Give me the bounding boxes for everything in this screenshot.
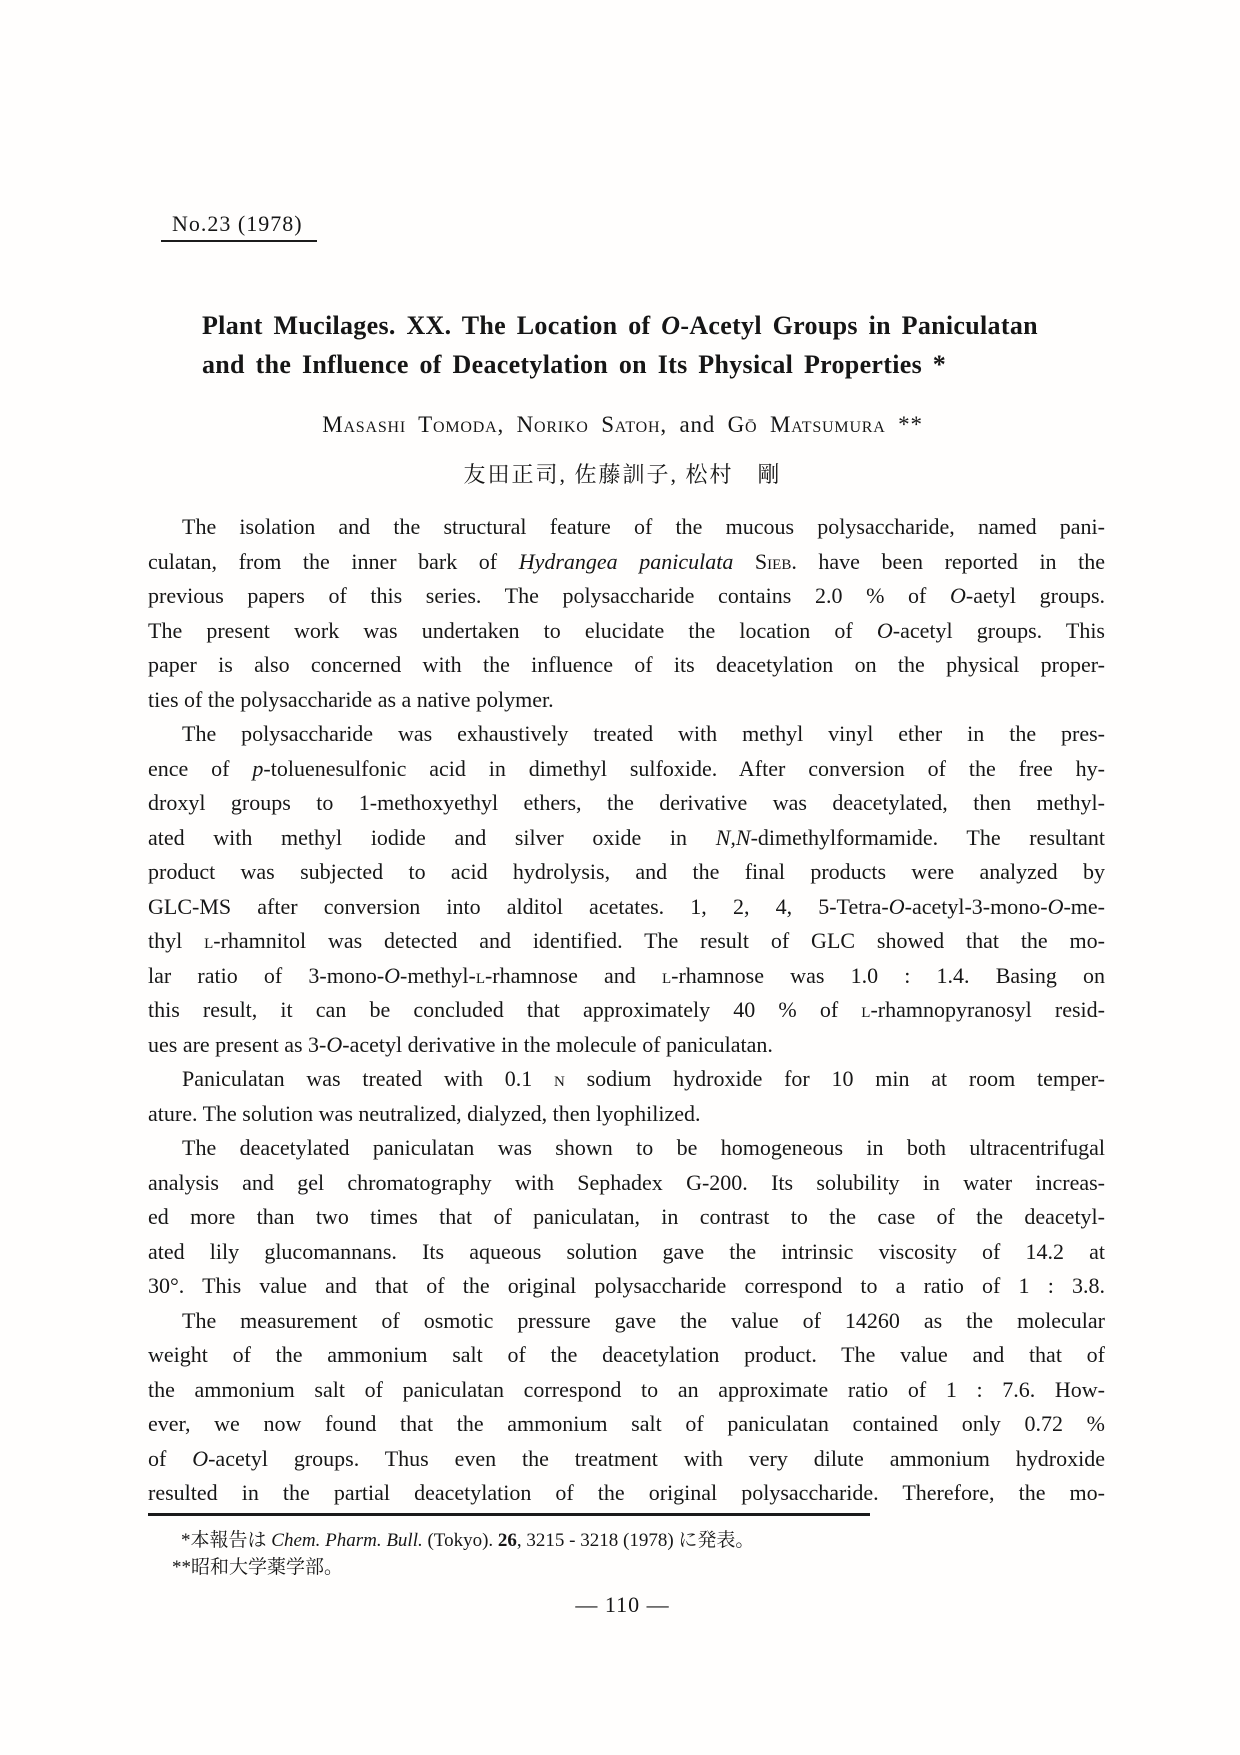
text-line [148, 924, 1105, 959]
text-segment: and [666, 412, 728, 437]
text-segment: ature. The solution was neutralized, dialyzed, then lyophilized. [148, 1100, 701, 1126]
text-segment: l [661, 962, 672, 988]
text-segment: l [475, 962, 485, 988]
text-segment: Plant Mucilages. XX. The Location of [202, 311, 662, 340]
text-line [148, 683, 1105, 718]
text-line [148, 1200, 1105, 1235]
text-segment: the ammonium salt of paniculatan correspond to an approximate ratio of 1 : 7.6. How- [148, 1376, 1105, 1402]
text-line [148, 1476, 1105, 1511]
text-segment: GLC-MS after conversion into alditol acetates. 1, 2, 4, 5-Tetra- [148, 893, 889, 919]
text-segment: -rhamnopyranosyl resid- [870, 997, 1105, 1022]
text-line [148, 1442, 1105, 1477]
text-line [148, 1338, 1105, 1373]
text-line [148, 855, 1105, 890]
text-line [148, 1028, 1105, 1063]
text-line [148, 510, 1105, 545]
text-line [148, 752, 1105, 787]
text-segment: -rhamnose and [484, 962, 662, 988]
text-segment: The polysaccharide was exhaustively treated with methyl vinyl ether in the pres- [182, 721, 1105, 746]
text-segment: O [661, 311, 681, 340]
text-segment: ** [885, 412, 923, 437]
paragraph-5 [148, 1304, 1105, 1511]
paper-title-line-1 [202, 306, 1102, 345]
text-segment: ated with methyl iodide and silver oxide in [148, 824, 716, 850]
footnote-affiliation [141, 1554, 1104, 1581]
text-segment: ues are present as 3- [148, 1031, 327, 1057]
text-segment: 26 [497, 1530, 517, 1551]
text-segment: ence of [148, 755, 253, 781]
text-line [148, 890, 1105, 925]
text-segment: 30°. This value and that of the original polysaccharide correspond to a ratio of 1 : 3.8. [148, 1273, 1105, 1298]
text-segment: droxyl groups to 1-methoxyethyl ethers, the derivative was deacetylated, then methyl- [148, 790, 1105, 815]
text-segment: O [950, 583, 966, 608]
paragraph-4 [148, 1131, 1105, 1304]
text-segment: , 3215 - 3218 (1978) に発表。 [516, 1530, 755, 1551]
text-segment: O [876, 617, 893, 643]
footnote-publication [141, 1527, 1104, 1554]
text-segment: -toluenesulfonic acid in dimethyl sulfoxide. After conversion of the free hy- [263, 755, 1106, 781]
text-segment: analysis and gel chromatography with Sephadex G-200. Its solubility in water increas- [148, 1169, 1105, 1195]
text-segment: ed more than two times that of paniculatan, in contrast to the case of the deacetyl- [148, 1204, 1105, 1229]
paper-title [202, 306, 1102, 384]
paragraph-3 [148, 1062, 1105, 1131]
text-segment: -aetyl groups. [965, 583, 1106, 608]
text-segment: O [192, 1445, 209, 1471]
text-segment: -acetyl-3-mono- [904, 893, 1048, 919]
text-segment: product was subjected to acid hydrolysis, and the final products were analyzed by [148, 859, 1105, 884]
text-segment: p [252, 755, 264, 781]
text-segment: have been reported in the [796, 548, 1106, 574]
footnotes [141, 1527, 1104, 1581]
text-segment: n [554, 1066, 565, 1091]
text-segment: -acetyl groups. This [892, 617, 1105, 643]
text-segment: O [888, 893, 905, 919]
text-segment: -rhamnitol was detected and identified. The result of GLC showed that the mo- [213, 928, 1105, 953]
text-segment: The deacetylated paniculatan was shown to be homogeneous in both ultracentrifugal [182, 1135, 1105, 1160]
text-segment: ated lily glucomannans. Its aqueous solution gave the intrinsic viscosity of 14.2 at [148, 1238, 1105, 1264]
text-segment: (Tokyo). [422, 1530, 498, 1551]
text-segment: 友田正司, 佐藤訓子, 松村 剛 [463, 462, 782, 487]
text-line [148, 1373, 1105, 1408]
text-segment: ever, we now found that the ammonium salt of paniculatan contained only 0.72 % [148, 1411, 1105, 1436]
text-line [148, 579, 1105, 614]
paper-title-line-2 [202, 345, 1102, 384]
text-segment: paper is also concerned with the influence of its deacetylation on the physical proper- [148, 652, 1105, 677]
text-segment: weight of the ammonium salt of the deacetylation product. The value and that of [148, 1342, 1105, 1367]
text-segment: N,N [715, 824, 751, 850]
text-segment: previous papers of this series. The polysaccharide contains 2.0 % of [148, 583, 951, 608]
text-segment: Chem. Pharm. Bull. [271, 1530, 423, 1551]
text-line [148, 545, 1105, 580]
text-line [148, 786, 1105, 821]
text-segment: O [326, 1031, 343, 1057]
text-line [148, 1269, 1105, 1304]
paragraph-1 [148, 510, 1105, 717]
text-line [148, 1097, 1105, 1132]
text-segment: Gō Matsumura [727, 412, 886, 437]
text-line [148, 1131, 1105, 1166]
text-segment: -Acetyl Groups in Paniculatan [680, 311, 1038, 340]
text-segment: Paniculatan was treated with 0.1 [182, 1066, 555, 1091]
text-line [148, 1235, 1105, 1270]
text-segment: l [861, 997, 871, 1022]
text-segment: thyl [148, 928, 205, 953]
text-segment: The measurement of osmotic pressure gave the value of 14260 as the molecular [182, 1307, 1105, 1333]
text-segment: resulted in the partial deacetylation of the original polysaccharide. Therefore, the mo- [148, 1480, 1105, 1505]
text-line [148, 993, 1105, 1028]
text-segment [733, 549, 755, 574]
text-segment: O [1047, 893, 1064, 919]
text-segment: -rhamnose was 1.0 : 1.4. Basing on [671, 962, 1106, 988]
text-segment: The present work was undertaken to elucidate the location of [148, 617, 877, 643]
text-segment: -me- [1063, 893, 1105, 919]
author-names [141, 412, 1104, 438]
text-line [148, 959, 1105, 994]
text-segment: O [384, 962, 401, 988]
text-segment: this result, it can be concluded that approximately 40 % of [148, 997, 862, 1022]
author-names-japanese [141, 458, 1104, 489]
abstract-body [148, 510, 1105, 1511]
text-line [148, 648, 1105, 683]
text-line [148, 614, 1105, 649]
text-segment: and the Influence of Deacetylation on Its Physical Properties * [202, 350, 947, 379]
text-segment: The isolation and the structural feature of the mucous polysaccharide, named pani- [182, 514, 1105, 539]
text-segment: **昭和大学薬学部。 [172, 1557, 344, 1578]
text-line [148, 717, 1105, 752]
text-segment: lar ratio of 3-mono- [148, 962, 385, 988]
text-segment: culatan, from the inner bark of [148, 548, 519, 574]
text-segment: -acetyl groups. Thus even the treatment with very dilute ammonium hydroxide [208, 1445, 1105, 1471]
text-segment: Hydrangea paniculata [518, 548, 734, 574]
text-line [148, 821, 1105, 856]
text-segment: Sieb. [754, 548, 797, 574]
paragraph-2 [148, 717, 1105, 1062]
text-line [148, 1166, 1105, 1201]
text-segment: ties of the polysaccharide as a native polymer. [148, 686, 554, 712]
text-segment: -acetyl derivative in the molecule of paniculatan. [342, 1031, 773, 1057]
text-line [148, 1062, 1105, 1097]
text-segment: *本報告は [181, 1530, 272, 1551]
text-segment: of [148, 1445, 193, 1471]
issue-number-header: No.23 (1978) [161, 211, 317, 242]
page-number: — 110 — [575, 1592, 670, 1617]
text-line [148, 1304, 1105, 1339]
text-segment: -dimethylformamide. The resultant [750, 824, 1105, 850]
text-segment: l [204, 928, 214, 953]
footnote-divider [148, 1513, 870, 1516]
text-segment: Masashi Tomoda, Noriko Satoh, [322, 412, 667, 437]
text-segment: sodium hydroxide for 10 min at room temper- [564, 1066, 1105, 1091]
text-segment: -methyl- [400, 962, 476, 988]
text-line [148, 1407, 1105, 1442]
